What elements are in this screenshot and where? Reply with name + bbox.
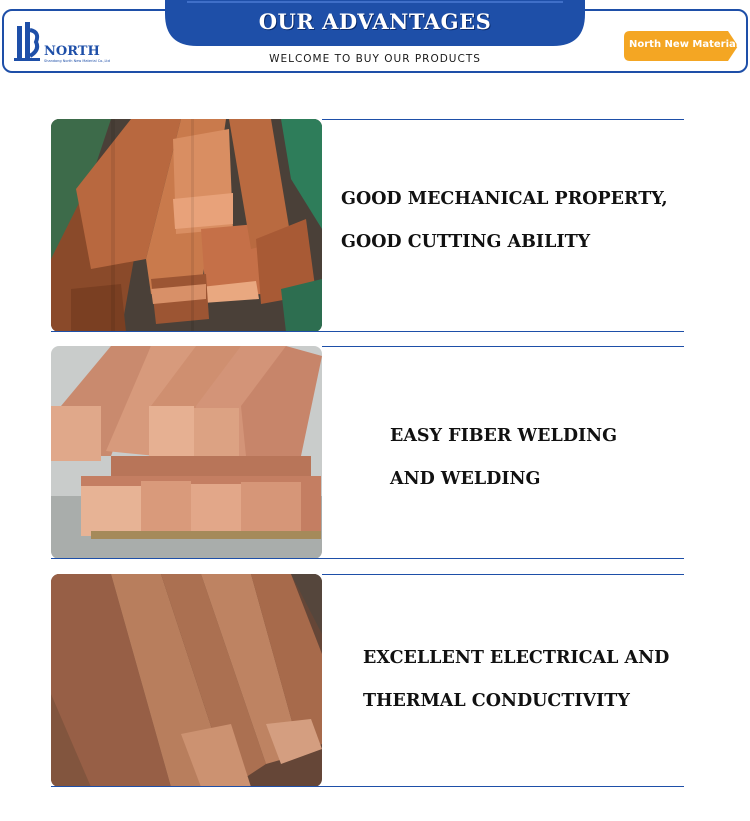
feature-text	[341, 178, 668, 264]
header-banner	[0, 0, 750, 76]
feature-row-mechanical	[51, 119, 684, 332]
divider-line	[322, 346, 684, 347]
logo-tagline: Shandong North New Material Co.,Ltd	[44, 59, 110, 63]
company-logo[interactable]	[14, 22, 114, 66]
logo-name: NORTH	[44, 44, 100, 59]
feature-line-1: GOOD MECHANICAL PROPERTY,	[341, 189, 668, 209]
feature-text	[390, 415, 617, 501]
copper-square-bars-stack-photo	[51, 119, 322, 332]
divider-line	[51, 331, 684, 332]
feature-text	[363, 637, 669, 723]
logo-mark-icon	[14, 22, 42, 62]
divider-line	[322, 574, 684, 575]
copper-bars-on-pallet-photo	[51, 346, 322, 559]
feature-line-2: AND WELDING	[390, 469, 541, 489]
divider-line	[51, 786, 684, 787]
page-subtitle: WELCOME TO BUY OUR PRODUCTS	[269, 53, 481, 65]
feature-row-conductivity	[51, 574, 684, 787]
feature-line-2: GOOD CUTTING ABILITY	[341, 232, 591, 252]
divider-line	[322, 119, 684, 120]
divider-line	[51, 558, 684, 559]
copper-flat-bars-photo	[51, 574, 322, 787]
feature-line-2: THERMAL CONDUCTIVITY	[363, 691, 630, 711]
brand-badge-label: North New Material	[629, 39, 740, 50]
page-title: OUR ADVANTAGES	[258, 9, 492, 34]
feature-line-1: EASY FIBER WELDING	[390, 426, 618, 446]
feature-row-welding	[51, 346, 684, 559]
feature-line-1: EXCELLENT ELECTRICAL AND	[363, 648, 670, 668]
